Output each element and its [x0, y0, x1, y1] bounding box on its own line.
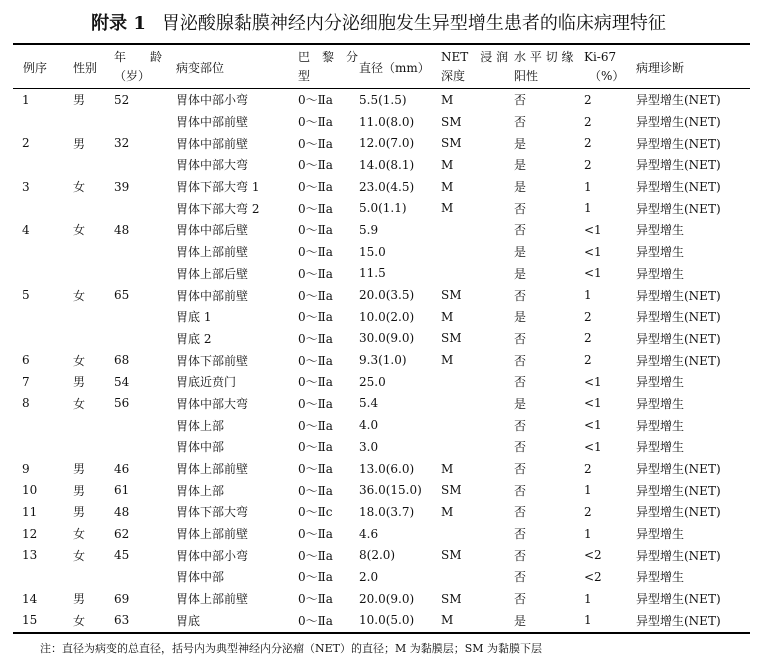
cell-paris: 0～Ⅱa — [298, 331, 333, 346]
cell-diagnosis: 异型增生 — [636, 440, 685, 455]
cell-ki67: <1 — [584, 418, 602, 433]
cell-margin: 否 — [514, 462, 527, 477]
cell-net-depth: M — [441, 201, 454, 216]
cell-site: 胃体中部大弯 — [176, 158, 249, 173]
cell-margin: 是 — [514, 245, 527, 260]
cell-age — [114, 414, 176, 436]
cell-margin: 否 — [514, 592, 527, 607]
table-row — [13, 263, 750, 285]
cell-case — [13, 566, 60, 588]
cell-margin: 否 — [514, 288, 527, 303]
cell-case — [13, 241, 60, 263]
table-row — [13, 219, 750, 241]
cell-net-depth — [441, 219, 514, 241]
cell-sex: 女 — [73, 527, 86, 542]
table-row — [13, 458, 750, 480]
cell-margin: 否 — [514, 483, 527, 498]
cell-site: 胃底 1 — [176, 310, 212, 325]
cell-diameter: 10.0(5.0) — [359, 613, 415, 628]
cell-sex: 女 — [73, 223, 86, 238]
cell-diameter: 12.0(7.0) — [359, 136, 415, 151]
cell-case — [13, 328, 60, 350]
cell-case: 9 — [22, 461, 30, 476]
cell-paris: 0～Ⅱa — [298, 396, 333, 411]
cell-diameter: 20.0(9.0) — [359, 591, 415, 606]
cell-paris: 0～Ⅱa — [298, 201, 333, 216]
cell-ki67: 2 — [584, 136, 592, 151]
cell-paris: 0～Ⅱa — [298, 93, 333, 108]
cell-paris: 0～Ⅱa — [298, 310, 333, 325]
cell-ki67: <1 — [584, 244, 602, 259]
cell-age — [114, 328, 176, 350]
cell-case: 8 — [22, 396, 30, 411]
cell-case: 2 — [22, 136, 30, 151]
cell-case — [13, 197, 60, 219]
cell-margin: 否 — [514, 201, 527, 216]
cell-net-depth — [441, 414, 514, 436]
cell-margin: 是 — [514, 266, 527, 281]
cell-ki67: <1 — [584, 439, 602, 454]
cell-ki67: <1 — [584, 222, 602, 237]
cell-ki67: 2 — [584, 331, 592, 346]
header-age-line1: 年 龄 — [114, 50, 163, 64]
header-margin-line2: 阳性 — [514, 69, 539, 83]
table-row — [13, 328, 750, 350]
cell-age: 39 — [114, 179, 130, 194]
cell-margin: 否 — [514, 93, 527, 108]
cell-paris: 0～Ⅱa — [298, 266, 333, 281]
cell-age — [114, 154, 176, 176]
cell-net-depth: SM — [441, 288, 462, 303]
cell-diameter: 36.0(15.0) — [359, 483, 422, 498]
cell-age — [114, 566, 176, 588]
cell-paris: 0～Ⅱa — [298, 245, 333, 260]
cell-site: 胃体下部大弯 1 — [176, 180, 260, 195]
table-row — [13, 89, 750, 111]
cell-case: 11 — [22, 504, 38, 519]
header-ki67-line2: （%） — [589, 69, 625, 83]
cell-margin: 是 — [514, 180, 527, 195]
cell-age — [114, 111, 176, 133]
cell-margin: 是 — [514, 613, 527, 628]
cell-net-depth: SM — [441, 136, 462, 151]
cell-margin: 是 — [514, 310, 527, 325]
cell-diagnosis: 异型增生(NET) — [636, 505, 721, 520]
cell-age: 68 — [114, 353, 130, 368]
appendix-label: 附录 1 — [91, 13, 146, 34]
footnote: 注：直径为病变的总直径，括号内为典型神经内分泌瘤（NET）的直径；M 为黏膜层；SM 为黏膜下层 — [40, 642, 543, 655]
table-row — [13, 371, 750, 393]
cell-sex — [60, 414, 114, 436]
cell-diagnosis: 异型增生(NET) — [636, 353, 721, 368]
cell-site: 胃底近贲门 — [176, 375, 237, 390]
header-age-line2: （岁） — [114, 69, 151, 83]
cell-site: 胃体下部大弯 — [176, 505, 249, 520]
cell-diagnosis: 异型增生(NET) — [636, 592, 721, 607]
cell-net-depth: M — [441, 179, 454, 194]
header-site: 病变部位 — [176, 61, 225, 75]
table-row — [13, 610, 750, 632]
cell-diagnosis: 异型增生 — [636, 223, 685, 238]
cell-site: 胃体上部前壁 — [176, 462, 249, 477]
cell-case: 12 — [22, 526, 38, 541]
cell-diagnosis: 异型增生(NET) — [636, 310, 721, 325]
cell-age — [114, 436, 176, 458]
cell-diameter: 23.0(4.5) — [359, 179, 415, 194]
table-row — [13, 241, 750, 263]
cell-net-depth: SM — [441, 331, 462, 346]
cell-diagnosis: 异型增生(NET) — [636, 548, 721, 563]
cell-diagnosis: 异型增生(NET) — [636, 115, 721, 130]
cell-margin: 是 — [514, 158, 527, 173]
table-row — [13, 154, 750, 176]
cell-paris: 0～Ⅱa — [298, 613, 333, 628]
cell-diameter: 20.0(3.5) — [359, 288, 415, 303]
cell-net-depth: SM — [441, 548, 462, 563]
table-row — [13, 284, 750, 306]
cell-ki67: 1 — [584, 179, 592, 194]
cell-sex: 男 — [73, 592, 86, 607]
cell-case: 4 — [22, 222, 30, 237]
header-margin-line1: 水 平 切 缘 — [514, 50, 574, 64]
cell-age — [114, 197, 176, 219]
cell-net-depth: M — [441, 353, 454, 368]
cell-site: 胃底 — [176, 613, 201, 628]
cell-site: 胃体上部后壁 — [176, 266, 249, 281]
cell-age: 48 — [114, 222, 130, 237]
cell-sex: 男 — [73, 505, 86, 520]
cell-paris: 0～Ⅱa — [298, 462, 333, 477]
cell-diameter: 18.0(3.7) — [359, 504, 415, 519]
cell-age — [114, 241, 176, 263]
cell-diameter: 2.0 — [359, 569, 379, 584]
cell-diameter: 5.5(1.5) — [359, 92, 407, 107]
cell-diagnosis: 异型增生(NET) — [636, 331, 721, 346]
cell-ki67: 2 — [584, 309, 592, 324]
cell-sex — [60, 263, 114, 285]
cell-diagnosis: 异型增生 — [636, 266, 685, 281]
table-row — [13, 436, 750, 458]
cell-site: 胃体中部前壁 — [176, 115, 249, 130]
table-row — [13, 544, 750, 566]
cell-diagnosis: 异型增生 — [636, 375, 685, 390]
cell-margin: 否 — [514, 570, 527, 585]
cell-case: 7 — [22, 374, 30, 389]
cell-ki67: 2 — [584, 461, 592, 476]
header-sex: 性别 — [73, 61, 98, 75]
cell-paris: 0～Ⅱa — [298, 158, 333, 173]
cell-margin: 是 — [514, 136, 527, 151]
cell-paris: 0～Ⅱa — [298, 115, 333, 130]
cell-diameter: 11.0(8.0) — [359, 114, 415, 129]
cell-site: 胃底 2 — [176, 331, 212, 346]
cell-margin: 否 — [514, 527, 527, 542]
cell-age: 61 — [114, 483, 130, 498]
cell-diameter: 3.0 — [359, 439, 379, 454]
cell-paris: 0～Ⅱa — [298, 440, 333, 455]
cell-ki67: 1 — [584, 288, 592, 303]
cell-margin: 否 — [514, 353, 527, 368]
table-row — [13, 588, 750, 610]
cell-sex: 女 — [73, 396, 86, 411]
table-row — [13, 479, 750, 501]
cell-paris: 0～Ⅱa — [298, 288, 333, 303]
cell-net-depth: M — [441, 157, 454, 172]
cell-paris: 0～Ⅱc — [298, 505, 333, 520]
cell-paris: 0～Ⅱa — [298, 483, 333, 498]
cell-net-depth — [441, 566, 514, 588]
clinical-table — [13, 89, 750, 631]
cell-net-depth: M — [441, 309, 454, 324]
cell-diagnosis: 异型增生(NET) — [636, 93, 721, 108]
header-diameter: 直径（mm） — [359, 61, 430, 75]
cell-age: 62 — [114, 526, 130, 541]
cell-diameter: 13.0(6.0) — [359, 461, 415, 476]
cell-paris: 0～Ⅱa — [298, 136, 333, 151]
cell-case: 14 — [22, 591, 38, 606]
cell-paris: 0～Ⅱa — [298, 570, 333, 585]
table-row — [13, 393, 750, 415]
cell-sex: 男 — [73, 483, 86, 498]
bottom-rule — [13, 632, 750, 634]
header-ki67-line1: Ki-67 — [584, 50, 617, 64]
table-row — [13, 176, 750, 198]
cell-margin: 否 — [514, 440, 527, 455]
cell-site: 胃体中部小弯 — [176, 548, 249, 563]
cell-ki67: 1 — [584, 613, 592, 628]
cell-net-depth — [441, 436, 514, 458]
cell-net-depth — [441, 371, 514, 393]
cell-diameter: 4.0 — [359, 418, 379, 433]
cell-case: 15 — [22, 613, 38, 628]
cell-net-depth: SM — [441, 591, 462, 606]
cell-case: 1 — [22, 92, 30, 107]
cell-sex: 女 — [73, 288, 86, 303]
cell-site: 胃体中部前壁 — [176, 136, 249, 151]
cell-paris: 0～Ⅱa — [298, 353, 333, 368]
cell-site: 胃体中部小弯 — [176, 93, 249, 108]
cell-diameter: 5.0(1.1) — [359, 201, 407, 216]
cell-paris: 0～Ⅱa — [298, 375, 333, 390]
cell-margin: 否 — [514, 548, 527, 563]
cell-age: 63 — [114, 613, 130, 628]
cell-paris: 0～Ⅱa — [298, 548, 333, 563]
cell-ki67: 2 — [584, 92, 592, 107]
cell-case: 5 — [22, 288, 30, 303]
header-paris-line1: 巴 黎 分 — [298, 50, 359, 64]
cell-ki67: <1 — [584, 266, 602, 281]
cell-case: 10 — [22, 483, 38, 498]
table-row — [13, 132, 750, 154]
cell-net-depth: SM — [441, 114, 462, 129]
cell-sex — [60, 154, 114, 176]
cell-age — [114, 306, 176, 328]
cell-age — [114, 263, 176, 285]
cell-case — [13, 111, 60, 133]
cell-site: 胃体下部前壁 — [176, 353, 249, 368]
cell-net-depth — [441, 263, 514, 285]
cell-ki67: 1 — [584, 591, 592, 606]
cell-site: 胃体下部大弯 2 — [176, 201, 260, 216]
cell-paris: 0～Ⅱa — [298, 592, 333, 607]
cell-sex — [60, 306, 114, 328]
cell-age: 52 — [114, 92, 130, 107]
cell-paris: 0～Ⅱa — [298, 418, 333, 433]
cell-site: 胃体中部 — [176, 440, 225, 455]
cell-case — [13, 436, 60, 458]
cell-site: 胃体中部前壁 — [176, 288, 249, 303]
cell-site: 胃体上部 — [176, 418, 225, 433]
cell-sex: 女 — [73, 180, 86, 195]
cell-net-depth — [441, 393, 514, 415]
cell-ki67: 1 — [584, 526, 592, 541]
cell-diameter: 14.0(8.1) — [359, 157, 415, 172]
cell-margin: 否 — [514, 505, 527, 520]
cell-site: 胃体上部 — [176, 483, 225, 498]
cell-age: 32 — [114, 136, 130, 151]
cell-age: 65 — [114, 288, 130, 303]
cell-net-depth: SM — [441, 483, 462, 498]
table-body — [13, 89, 750, 631]
cell-paris: 0～Ⅱa — [298, 180, 333, 195]
cell-sex: 女 — [73, 548, 86, 563]
cell-sex — [60, 566, 114, 588]
cell-net-depth — [441, 523, 514, 545]
cell-diagnosis: 异型增生(NET) — [636, 158, 721, 173]
header-case: 例序 — [23, 61, 48, 75]
cell-ki67: 2 — [584, 504, 592, 519]
cell-margin: 否 — [514, 418, 527, 433]
cell-diagnosis: 异型增生 — [636, 570, 685, 585]
cell-diagnosis: 异型增生(NET) — [636, 462, 721, 477]
cell-paris: 0～Ⅱa — [298, 527, 333, 542]
cell-diagnosis: 异型增生(NET) — [636, 483, 721, 498]
table-title — [0, 9, 757, 35]
cell-margin: 否 — [514, 223, 527, 238]
cell-site: 胃体中部大弯 — [176, 396, 249, 411]
header-net-line2: 深度 — [441, 69, 466, 83]
table-row — [13, 501, 750, 523]
cell-diameter: 30.0(9.0) — [359, 331, 415, 346]
cell-net-depth: M — [441, 461, 454, 476]
cell-diameter: 25.0 — [359, 374, 386, 389]
cell-sex: 男 — [73, 375, 86, 390]
cell-margin: 否 — [514, 375, 527, 390]
cell-diagnosis: 异型增生(NET) — [636, 180, 721, 195]
cell-ki67: <1 — [584, 374, 602, 389]
cell-diameter: 4.6 — [359, 526, 379, 541]
cell-sex: 女 — [73, 353, 86, 368]
header-diagnosis: 病理诊断 — [636, 61, 685, 75]
cell-net-depth — [441, 241, 514, 263]
table-row — [13, 566, 750, 588]
cell-diagnosis: 异型增生(NET) — [636, 288, 721, 303]
cell-site: 胃体中部后壁 — [176, 223, 249, 238]
cell-diameter: 9.3(1.0) — [359, 353, 407, 368]
cell-sex: 男 — [73, 462, 86, 477]
cell-ki67: <2 — [584, 569, 602, 584]
cell-diagnosis: 异型增生(NET) — [636, 136, 721, 151]
cell-diagnosis: 异型增生 — [636, 396, 685, 411]
cell-margin: 是 — [514, 396, 527, 411]
cell-site: 胃体上部前壁 — [176, 527, 249, 542]
header-paris-line2: 型 — [298, 69, 311, 83]
cell-margin: 否 — [514, 115, 527, 130]
cell-diameter: 5.9 — [359, 222, 379, 237]
cell-sex — [60, 436, 114, 458]
cell-diameter: 5.4 — [359, 396, 379, 411]
cell-sex — [60, 111, 114, 133]
top-rule — [13, 43, 750, 45]
cell-sex: 男 — [73, 136, 86, 151]
cell-case: 3 — [22, 179, 30, 194]
cell-site: 胃体上部前壁 — [176, 245, 249, 260]
cell-sex: 男 — [73, 93, 86, 108]
cell-diagnosis: 异型增生(NET) — [636, 613, 721, 628]
cell-diagnosis: 异型增生 — [636, 418, 685, 433]
table-row — [13, 523, 750, 545]
cell-diagnosis: 异型增生 — [636, 245, 685, 260]
cell-diameter: 8(2.0) — [359, 548, 396, 563]
cell-ki67: 2 — [584, 353, 592, 368]
cell-sex — [60, 241, 114, 263]
cell-sex — [60, 328, 114, 350]
cell-diameter: 11.5 — [359, 266, 386, 281]
table-row — [13, 414, 750, 436]
cell-age: 56 — [114, 396, 130, 411]
cell-paris: 0～Ⅱa — [298, 223, 333, 238]
header-net-line1: NET 浸 润 — [441, 50, 509, 64]
table-row — [13, 111, 750, 133]
cell-age: 45 — [114, 548, 130, 563]
cell-diameter: 15.0 — [359, 244, 386, 259]
cell-diameter: 10.0(2.0) — [359, 309, 415, 324]
cell-margin: 否 — [514, 331, 527, 346]
cell-ki67: 1 — [584, 201, 592, 216]
title-text: 胃泌酸腺黏膜神经内分泌细胞发生异型增生患者的临床病理特征 — [161, 13, 666, 34]
cell-net-depth: M — [441, 504, 454, 519]
cell-case — [13, 414, 60, 436]
table-row — [13, 349, 750, 371]
cell-age: 54 — [114, 374, 130, 389]
cell-case — [13, 154, 60, 176]
cell-case: 13 — [22, 548, 38, 563]
cell-ki67: <2 — [584, 548, 602, 563]
cell-ki67: 1 — [584, 483, 592, 498]
cell-diagnosis: 异型增生 — [636, 527, 685, 542]
cell-age: 48 — [114, 504, 130, 519]
cell-case — [13, 263, 60, 285]
cell-case — [13, 306, 60, 328]
table-row — [13, 197, 750, 219]
cell-site: 胃体中部 — [176, 570, 225, 585]
cell-age: 69 — [114, 591, 130, 606]
cell-case: 6 — [22, 353, 30, 368]
cell-sex — [60, 197, 114, 219]
cell-net-depth: M — [441, 92, 454, 107]
cell-sex: 女 — [73, 613, 86, 628]
cell-age: 46 — [114, 461, 130, 476]
cell-ki67: 2 — [584, 114, 592, 129]
cell-ki67: <1 — [584, 396, 602, 411]
cell-ki67: 2 — [584, 157, 592, 172]
cell-diagnosis: 异型增生(NET) — [636, 201, 721, 216]
cell-site: 胃体上部前壁 — [176, 592, 249, 607]
table-row — [13, 306, 750, 328]
cell-net-depth: M — [441, 613, 454, 628]
